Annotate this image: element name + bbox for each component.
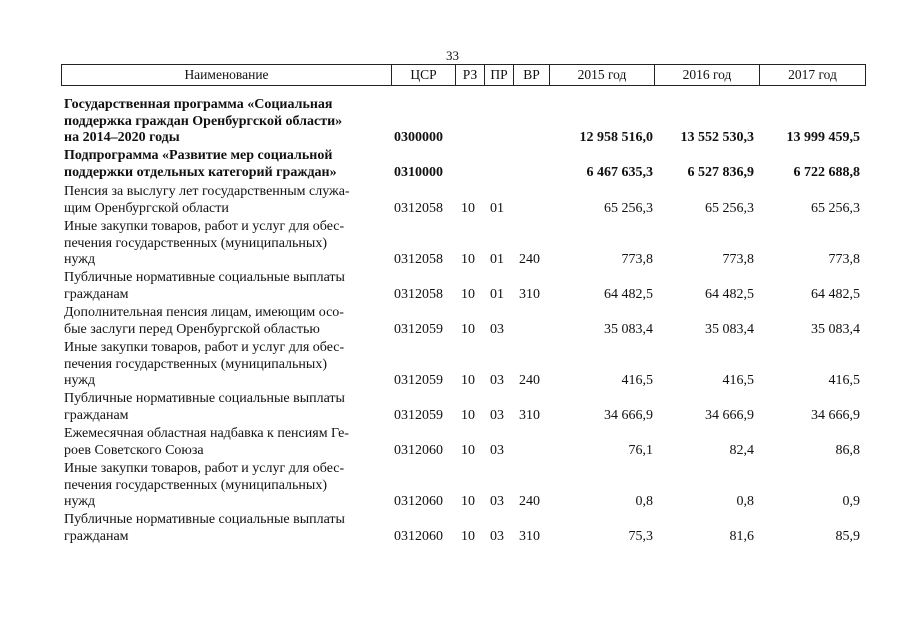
row-rz: 10 [461, 200, 475, 216]
row-rz: 10 [461, 321, 475, 337]
header-2015: 2015 год [549, 65, 654, 85]
row-name [64, 97, 374, 147]
row-vr: 240 [519, 373, 540, 388]
row-2017: 0,9 [842, 494, 860, 509]
row-name-line: Публичные нормативные социальные выплаты [64, 512, 345, 527]
row-vr: 310 [519, 528, 540, 544]
row-name-line: на 2014–2020 годы [64, 130, 180, 145]
row-csr: 0312058 [394, 252, 443, 267]
row-name-line: гражданам [64, 286, 129, 302]
row-rz: 10 [461, 442, 475, 458]
row-2017: 13 999 459,5 [786, 130, 860, 145]
row-name [64, 426, 374, 459]
header-pr: ПР [484, 65, 513, 85]
row-name-line: печения государственных (муниципальных) [64, 235, 327, 251]
row-2015: 64 482,5 [604, 286, 653, 302]
row-name [64, 512, 374, 545]
page-number: 33 [446, 48, 459, 63]
row-name-line: Пенсия за выслугу лет государственным служа- [64, 184, 350, 199]
row-name-line: Иные закупки товаров, работ и услуг для обес- [64, 461, 345, 476]
row-2015: 6 467 635,3 [586, 164, 653, 180]
row-2015: 773,8 [621, 252, 653, 267]
row-2016: 13 552 530,3 [680, 130, 754, 145]
row-2016: 81,6 [729, 528, 754, 544]
row-csr: 0312059 [394, 407, 443, 423]
row-name [64, 270, 374, 303]
row-csr: 0312060 [394, 528, 443, 544]
row-2016: 773,8 [722, 252, 754, 267]
row-name-line: нужд [64, 373, 96, 388]
row-name-line: Подпрограмма «Развитие мер социальной [64, 148, 333, 163]
row-2016: 65 256,3 [705, 200, 754, 216]
row-2017: 34 666,9 [811, 407, 860, 423]
header-csr: ЦСР [391, 65, 455, 85]
row-name [64, 184, 374, 217]
row-csr: 0312058 [394, 286, 443, 302]
row-rz: 10 [461, 494, 475, 509]
row-vr: 240 [519, 494, 540, 509]
row-name-line: нужд [64, 494, 96, 509]
row-name [64, 148, 374, 181]
row-2017: 64 482,5 [811, 286, 860, 302]
row-2015: 35 083,4 [604, 321, 653, 337]
row-vr: 310 [519, 286, 540, 302]
row-2016: 6 527 836,9 [687, 164, 754, 180]
row-name-line: поддержка граждан Оренбургской области» [64, 113, 343, 129]
row-rz: 10 [461, 252, 475, 267]
row-2016: 35 083,4 [705, 321, 754, 337]
row-rz: 10 [461, 407, 475, 423]
row-pr: 03 [490, 442, 504, 458]
row-2017: 6 722 688,8 [793, 164, 860, 180]
row-name [64, 461, 374, 511]
row-name-line: Иные закупки товаров, работ и услуг для обес- [64, 340, 345, 355]
row-name-line: гражданам [64, 407, 129, 423]
row-pr: 01 [490, 200, 504, 216]
row-name-line: роев Советского Союза [64, 442, 204, 458]
row-csr: 0312060 [394, 494, 443, 509]
row-2015: 75,3 [628, 528, 653, 544]
row-vr: 240 [519, 252, 540, 267]
row-csr: 0312060 [394, 442, 443, 458]
row-name-line: гражданам [64, 528, 129, 544]
row-2016: 64 482,5 [705, 286, 754, 302]
row-name [64, 391, 374, 424]
row-csr: 0312059 [394, 373, 443, 388]
row-pr: 03 [490, 321, 504, 337]
row-pr: 03 [490, 407, 504, 423]
row-csr: 0312058 [394, 200, 443, 216]
row-2017: 65 256,3 [811, 200, 860, 216]
row-name-line: печения государственных (муниципальных) [64, 477, 327, 493]
row-2015: 12 958 516,0 [579, 130, 653, 145]
row-csr: 0310000 [394, 164, 443, 180]
row-pr: 01 [490, 252, 504, 267]
header-2017: 2017 год [759, 65, 865, 85]
row-rz: 10 [461, 286, 475, 302]
row-name-line: нужд [64, 252, 96, 267]
row-2017: 416,5 [828, 373, 860, 388]
row-name-line: печения государственных (муниципальных) [64, 356, 327, 372]
row-2015: 416,5 [621, 373, 653, 388]
row-name-line: Публичные нормативные социальные выплаты [64, 391, 345, 406]
row-name-line: бые заслуги перед Оренбургской областью [64, 321, 320, 337]
header-2016: 2016 год [654, 65, 759, 85]
row-2016: 416,5 [722, 373, 754, 388]
row-name-line: щим Оренбургской области [64, 200, 229, 216]
row-name [64, 340, 374, 390]
row-2017: 86,8 [835, 442, 860, 458]
row-2017: 773,8 [828, 252, 860, 267]
row-2017: 85,9 [835, 528, 860, 544]
row-rz: 10 [461, 373, 475, 388]
row-2015: 76,1 [628, 442, 653, 458]
row-2015: 0,8 [635, 494, 653, 509]
row-name [64, 305, 374, 338]
row-2015: 65 256,3 [604, 200, 653, 216]
row-pr: 01 [490, 286, 504, 302]
row-csr: 0312059 [394, 321, 443, 337]
row-name-line: Ежемесячная областная надбавка к пенсиям Ге- [64, 426, 349, 441]
row-2015: 34 666,9 [604, 407, 653, 423]
header-rz: РЗ [455, 65, 484, 85]
row-name-line: Публичные нормативные социальные выплаты [64, 270, 345, 285]
row-2016: 0,8 [736, 494, 754, 509]
row-name-line: Дополнительная пенсия лицам, имеющим осо- [64, 305, 344, 320]
row-2016: 34 666,9 [705, 407, 754, 423]
header-vr: ВР [513, 65, 549, 85]
row-pr: 03 [490, 494, 504, 509]
row-rz: 10 [461, 528, 475, 544]
row-name [64, 219, 374, 269]
row-name-line: поддержки отдельных категорий граждан» [64, 164, 337, 180]
row-vr: 310 [519, 407, 540, 423]
row-csr: 0300000 [394, 130, 443, 145]
row-2016: 82,4 [729, 442, 754, 458]
row-name-line: Иные закупки товаров, работ и услуг для обес- [64, 219, 345, 234]
row-pr: 03 [490, 528, 504, 544]
header-name: Наименование [184, 67, 269, 82]
row-pr: 03 [490, 373, 504, 388]
row-name-line: Государственная программа «Социальная [64, 97, 333, 112]
row-2017: 35 083,4 [811, 321, 860, 337]
